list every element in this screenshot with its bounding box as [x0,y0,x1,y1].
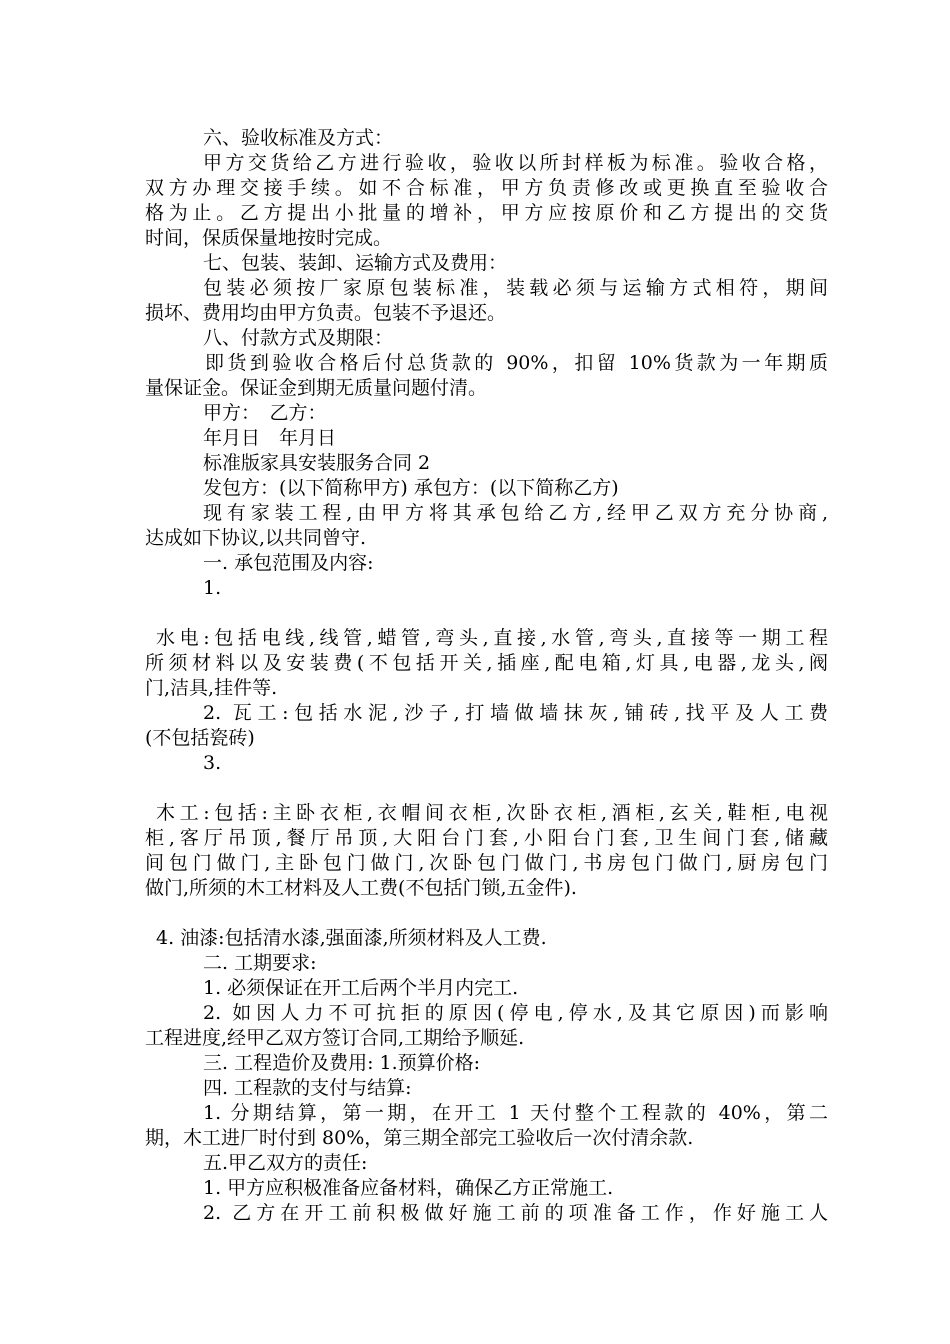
paragraph-line: 4. 油漆:包括清水漆,强面漆,所须材料及人工费. [156,927,547,949]
paragraph-line: 1. 甲方应积极准备应备材料，确保乙方正常施工. [203,1177,614,1199]
item-number: 3. [203,752,222,774]
paragraph-line: 所须材料以及安装费(不包括开关,插座,配电箱,灯具,电器,龙头,阀 [145,652,828,674]
paragraph-line: (不包括瓷砖) [145,727,255,749]
contract-parties: 发包方：(以下简称甲方) 承包方：(以下简称乙方) [203,477,619,499]
section-7-heading: 七、包装、装卸、运输方式及费用： [203,252,508,274]
paragraph-line: 柜,客厅吊顶,餐厅吊顶,大阳台门套,小阳台门套,卫生间门套,储藏 [145,827,828,849]
section-1-heading: 一. 承包范围及内容: [203,552,374,574]
paragraph-line: 双方办理交接手续。如不合标准，甲方负责修改或更换直至验收合 [145,177,828,199]
paragraph-line: 格为止。乙方提出小批量的增补，甲方应按原价和乙方提出的交货 [145,202,828,224]
paragraph-line: 2. 瓦工:包括水泥,沙子,打墙做墙抹灰,铺砖,找平及人工费 [203,702,828,724]
paragraph-line: 达成如下协议,以共同曾守. [145,527,367,549]
paragraph-line: 做门,所须的木工材料及人工费(不包括门锁,五金件). [145,877,577,899]
paragraph-line: 即货到验收合格后付总货款的 90%，扣留 10%货款为一年期质 [205,352,828,374]
paragraph-line: 水电:包括电线,线管,蜡管,弯头,直接,水管,弯头,直接等一期工程 [156,627,828,649]
paragraph-line: 包装必须按厂家原包装标准，装载必须与运输方式相符，期间 [203,277,828,299]
paragraph-line: 间包门做门,主卧包门做门,次卧包门做门,书房包门做门,厨房包门 [145,852,828,874]
section-3-heading: 三. 工程造价及费用: 1.预算价格: [203,1052,481,1074]
paragraph-line: 量保证金。保证金到期无质量问题付清。 [145,377,488,399]
paragraph-line: 木工:包括:主卧衣柜,衣帽间衣柜,次卧衣柜,酒柜,玄关,鞋柜,电视 [156,802,828,824]
paragraph-line: 期，木工进厂时付到 80%，第三期全部完工验收后一次付清余款. [145,1127,694,1149]
section-2-heading: 二. 工期要求: [203,952,317,974]
section-4-heading: 四. 工程款的支付与结算: [203,1077,412,1099]
paragraph-line: 1. 必须保证在开工后两个半月内完工. [203,977,519,999]
paragraph-line: 甲方交货给乙方进行验收，验收以所封样板为标准。验收合格， [203,152,828,174]
paragraph-line: 工程进度,经甲乙双方签订合同,工期给予顺延. [145,1027,525,1049]
paragraph-line: 时间，保质保量地按时完成。 [145,227,393,249]
section-5-heading: 五.甲乙双方的责任: [203,1152,368,1174]
paragraph-line: 2. 如因人力不可抗拒的原因(停电,停水,及其它原因)而影响 [203,1002,828,1024]
paragraph-line: 现有家装工程,由甲方将其承包给乙方,经甲乙双方充分协商, [203,502,828,524]
paragraph-line: 门,洁具,挂件等. [145,677,278,699]
paragraph-line: 2. 乙方在开工前积极做好施工前的项准备工作，作好施工人 [203,1202,828,1224]
signature-parties: 甲方： 乙方： [203,402,327,424]
paragraph-line: 1. 分期结算，第一期，在开工 1 天付整个工程款的 40%，第二 [203,1102,828,1124]
paragraph-line: 损坏、费用均由甲方负责。包装不予退还。 [145,302,507,324]
section-6-heading: 六、验收标准及方式： [203,127,394,149]
signature-dates: 年月日 年月日 [203,427,337,449]
item-number: 1. [203,577,222,599]
section-8-heading: 八、付款方式及期限： [203,327,394,349]
contract-title: 标准版家具安装服务合同 2 [203,452,431,474]
